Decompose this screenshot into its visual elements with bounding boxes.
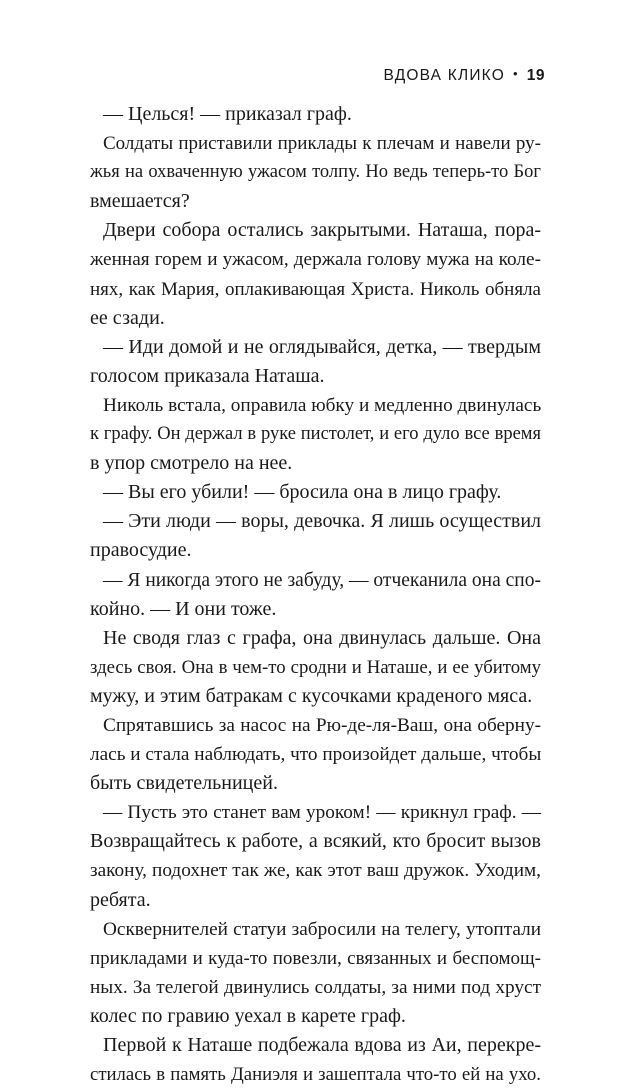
body-text [90, 100, 541, 1089]
text-line: стилась в память Даниэля и зашептала что-то ей на ухо. [90, 1064, 541, 1086]
text-line: мужу, и этим батракам с кусочками краденого мяса. [90, 684, 533, 707]
text-line: Двери собора остались закрытыми. Наташа, пора- [103, 219, 541, 242]
text-line: правосудие. [90, 539, 192, 562]
text-line: Не сводя глаз с графа, она двинулась дальше. Она [103, 626, 541, 649]
text-line: Николь встала, оправила юбку и медленно двинулась [103, 394, 542, 416]
text-line: в упор смотрело на нее. [90, 452, 293, 475]
text-line: — Пусть это станет вам уроком! — крикнул граф. — [103, 802, 541, 824]
text-line: — Иди домой и не оглядывайся, детка, — твердым [103, 335, 541, 358]
text-line: Возвращайтесь к работе, а всякий, кто бросит вызов [90, 830, 541, 853]
text-line: женная горем и ужасом, держала голову мужа на коле- [90, 249, 541, 271]
text-line: койно. — И они тоже. [90, 597, 277, 620]
text-line: лась и стала наблюдать, что произойдет дальше, чтобы [90, 744, 542, 766]
text-line: ребята. [90, 888, 151, 911]
text-line: ных. За телегой двинулись солдаты, за ними под хруст [90, 976, 541, 998]
text-line: Спрятавшись за насос на Рю-де-ля-Ваш, она оберну- [103, 714, 541, 736]
text-line: голосом приказала Наташа. [90, 364, 325, 387]
text-line: — Эти люди — воры, девочка. Я лишь осуществил [103, 510, 541, 533]
text-line: Солдаты приставили приклады к плечам и навели ру- [103, 133, 541, 155]
text-line: вмешается? [90, 190, 190, 213]
text-line: закону, подохнет так же, как этот ваш дружок. Уходим, [90, 860, 541, 882]
text-line: — Я никогда этого не забуду, — отчеканила она спо- [103, 569, 541, 591]
running-header-separator: • [512, 66, 519, 81]
text-line: колес по гравию уехал в карете граф. [90, 1004, 406, 1027]
running-header-title: ВДОВА КЛИКО [383, 67, 505, 84]
text-line: быть свидетельницей. [90, 772, 278, 795]
text-line: к графу. Он держал в руке пистолет, и его дуло все время [90, 424, 541, 445]
text-line: прикладами и куда-то повезли, связанных и беспомощ- [90, 947, 541, 969]
running-header [384, 66, 546, 85]
text-line: жья на охваченную ужасом толпу. Но ведь теперь-то Бог [90, 162, 541, 183]
page-number: 19 [526, 67, 545, 84]
text-line: Первой к Наташе подбежала вдова из Аи, перекре- [103, 1034, 541, 1056]
text-line: нях, как Мария, оплакивающая Христа. Николь обняла [90, 278, 541, 300]
text-line: — Вы его убили! — бросила она в лицо графу. [103, 481, 502, 504]
text-line: Осквернителей статуи забросили на телегу, утоптали [103, 918, 541, 940]
text-line: ее сзади. [90, 306, 165, 329]
text-line: — Целься! — приказал граф. [103, 103, 352, 125]
text-line: здесь своя. Она в чем-то сродни и Наташе, и ее убитому [90, 656, 541, 678]
